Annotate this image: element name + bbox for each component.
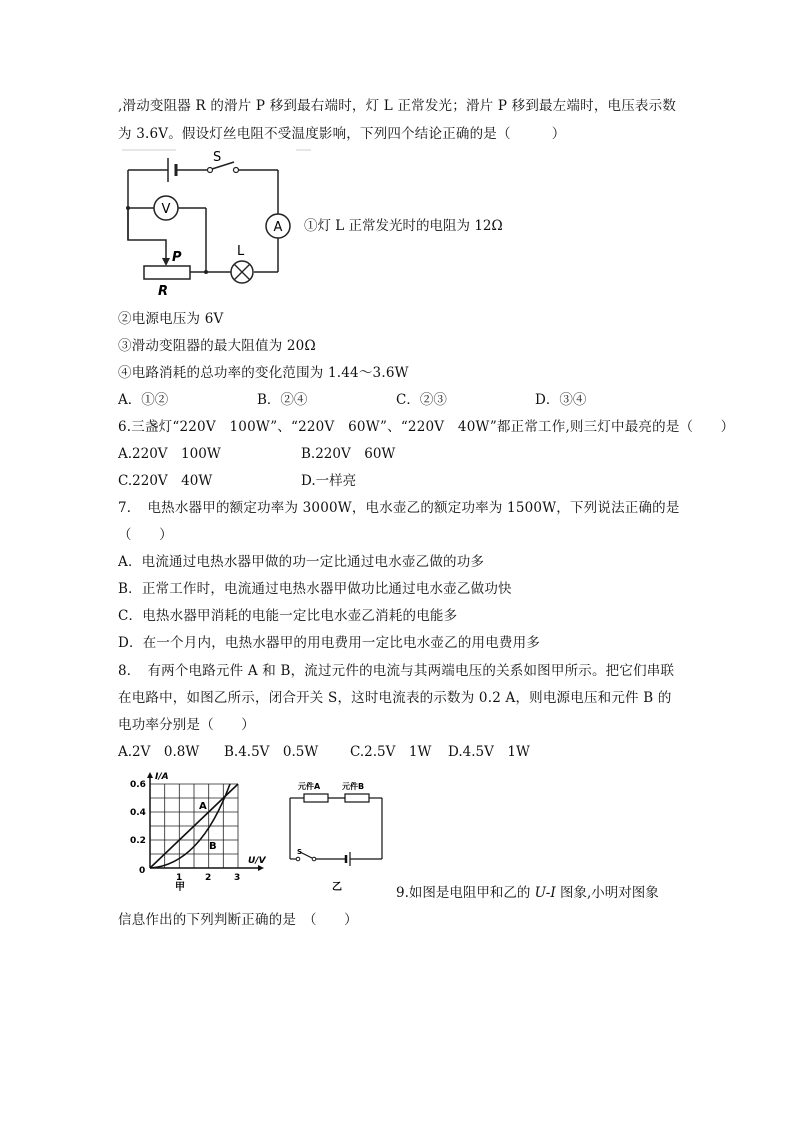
q6-option-c[interactable]: C.220V 40W: [118, 473, 213, 489]
curve-a-label: A: [199, 801, 207, 812]
q5-line1: ,滑动变阻器 R 的滑片 P 移到最右端时，灯 L 正常发光；滑片 P 移到最左端时，电压表示数: [118, 98, 677, 114]
element-b-icon: [345, 794, 369, 802]
q8-option-d[interactable]: D.4.5V 1W: [448, 744, 530, 760]
lamp-icon: [231, 261, 253, 283]
q8-option-c[interactable]: C.2.5V 1W: [350, 744, 432, 760]
element-b-label: 元件B: [342, 782, 365, 791]
q5-statement3: ③滑动变阻器的最大阻值为 20Ω: [118, 338, 316, 354]
element-a-icon: [304, 794, 328, 802]
rheostat-label: R: [158, 284, 169, 298]
q9-stem-line1: [396, 884, 659, 902]
q7-option-d[interactable]: D．在一个月内，电热水器甲的用电费用一定比电水壶乙的用电费用多: [118, 635, 541, 651]
curve-b-label: B: [209, 841, 217, 852]
q9-stem-part1: 9.如图是电阻甲和乙的: [396, 885, 535, 901]
q9-stem-part2: 图象,小明对图象: [555, 885, 659, 901]
q8-stem-line2: 在电路中，如图乙所示，闭合开关 S，这时电流表的示数为 0.2 A，则电源电压和元件 B 的: [118, 690, 672, 706]
q7-stem-line1: 7． 电热水器甲的额定功率为 3000W，电水壶乙的额定功率为 1500W，下列说法正确的是: [118, 500, 680, 516]
q8-option-a[interactable]: A.2V 0.8W: [118, 744, 200, 760]
ammeter-label: A: [273, 220, 283, 235]
q6-option-a[interactable]: A.220V 100W: [118, 446, 221, 462]
q6-option-b[interactable]: B.220V 60W: [301, 446, 396, 462]
y-tick-02: 0.2: [130, 836, 146, 846]
q5-option-d[interactable]: D．③④: [535, 392, 587, 408]
q8-stem-line3: 电功率分别是（ ）: [118, 717, 255, 733]
q7-option-b[interactable]: B．正常工作时，电流通过电热水器甲做功比通过电水壶乙做功快: [118, 581, 512, 597]
voltmeter-label: V: [161, 202, 171, 217]
q7-option-c[interactable]: C．电热水器甲消耗的电能一定比电水壶乙消耗的电能多: [118, 608, 458, 624]
q5-line2: 为 3.6V。假设灯丝电阻不受温度影响，下列四个结论正确的是（ ）: [118, 126, 566, 142]
y-axis-label: I/A: [155, 772, 169, 782]
switch-label: S: [213, 150, 222, 165]
switch-label: S: [297, 848, 303, 856]
circuit-caption: 乙: [332, 882, 342, 893]
q5-option-b[interactable]: B．②④: [257, 392, 308, 408]
slider-label: P: [172, 250, 182, 265]
q6-option-d[interactable]: D.一样亮: [301, 473, 357, 489]
q5-circuit-diagram: [116, 148, 316, 298]
y-tick-06: 0.6: [130, 780, 146, 790]
x-tick-1: 1: [176, 873, 183, 883]
q8-iu-graph: [120, 770, 270, 895]
q7-option-a[interactable]: A．电流通过电热水器甲做的功一定比通过电水壶乙做的功多: [118, 554, 485, 570]
q5-option-c[interactable]: C．②③: [396, 392, 447, 408]
origin-label: 0: [139, 866, 146, 876]
x-axis-label: U/V: [248, 856, 266, 866]
q5-statement2: ②电源电压为 6V: [118, 311, 224, 327]
q8-series-circuit: [284, 775, 394, 895]
q7-stem-line2: （ ）: [118, 527, 173, 543]
battery-icon: [346, 852, 350, 866]
x-tick-2: 2: [205, 873, 212, 883]
q6-stem: 6.三盏灯“220V 100W”、“220V 60W”、“220V 40W”都正常工作,则三灯中最亮的是（ ）: [118, 419, 735, 435]
q8-stem-line1: 8． 有两个电路元件 A 和 B，流过元件的电流与其两端电压的关系如图甲所示。把它们串联: [118, 663, 675, 679]
rheostat-icon: [144, 266, 190, 279]
element-a-label: 元件A: [298, 782, 321, 791]
x-tick-3: 3: [234, 873, 241, 883]
q9-stem-line2: 信息作出的下列判断正确的是 （ ）: [118, 912, 358, 928]
q5-statement1: ①灯 L 正常发光时的电阻为 12Ω: [304, 218, 503, 234]
q8-option-b[interactable]: B.4.5V 0.5W: [224, 744, 319, 760]
q9-stem-italic: U-I: [534, 885, 556, 901]
lamp-label: L: [237, 244, 245, 259]
graph-caption: 甲: [175, 882, 185, 893]
q5-option-a[interactable]: A．①②: [118, 392, 169, 408]
q5-statement4: ④电路消耗的总功率的变化范围为 1.44～3.6W: [118, 365, 409, 381]
battery-icon: [168, 158, 176, 182]
y-tick-04: 0.4: [130, 808, 146, 818]
